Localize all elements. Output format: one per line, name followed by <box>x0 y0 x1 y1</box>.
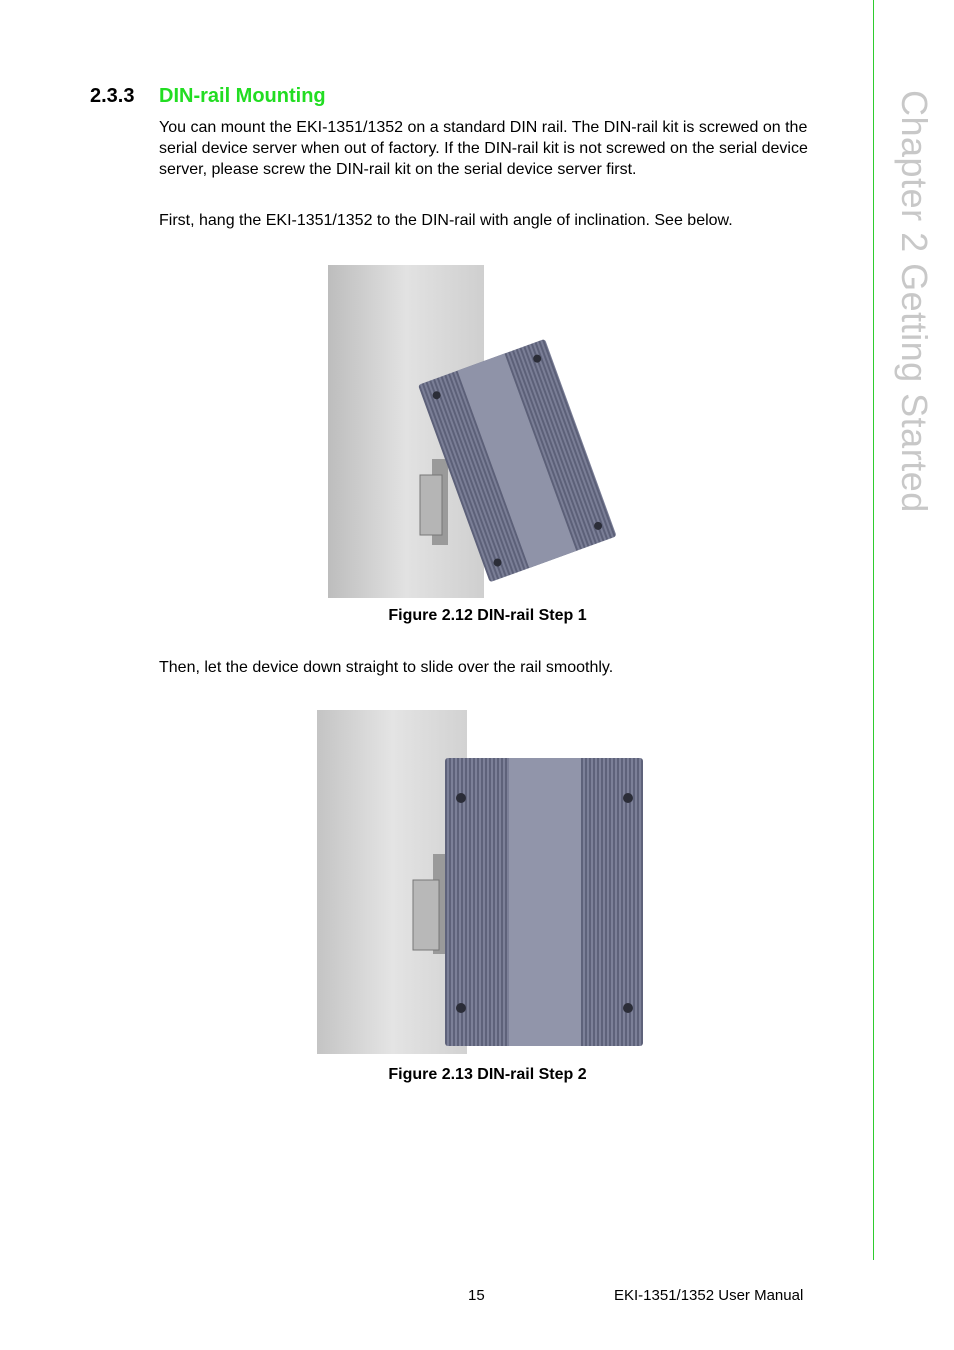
chapter-tab: Chapter 2 Getting Started <box>894 90 935 513</box>
device-body <box>445 758 643 1046</box>
footer-manual-title: EKI-1351/1352 User Manual <box>614 1287 804 1304</box>
figure-din-rail-step-2 <box>317 710 645 1054</box>
footer-page-number: 15 <box>468 1287 485 1304</box>
intro-paragraph: You can mount the EKI-1351/1352 on a standard DIN rail. The DIN-rail kit is screwed on the serial device server when out of factory. If the DIN-rail kit is not screwed on the serial device server, please screw the DIN-rail kit on the serial device server first. <box>159 119 808 178</box>
step1-paragraph: First, hang the EKI-1351/1352 to the DIN-rail with angle of inclination. See below. <box>159 212 733 229</box>
figure-din-rail-step-1 <box>328 265 622 598</box>
step2-paragraph: Then, let the device down straight to slide over the rail smoothly. <box>159 659 614 676</box>
section-number: 2.3.3 <box>90 85 135 107</box>
figure-caption-2: Figure 2.13 DIN-rail Step 2 <box>388 1066 587 1083</box>
section-title: DIN-rail Mounting <box>159 85 326 107</box>
figure-caption-1: Figure 2.12 DIN-rail Step 1 <box>388 607 587 624</box>
section-heading <box>90 85 326 108</box>
